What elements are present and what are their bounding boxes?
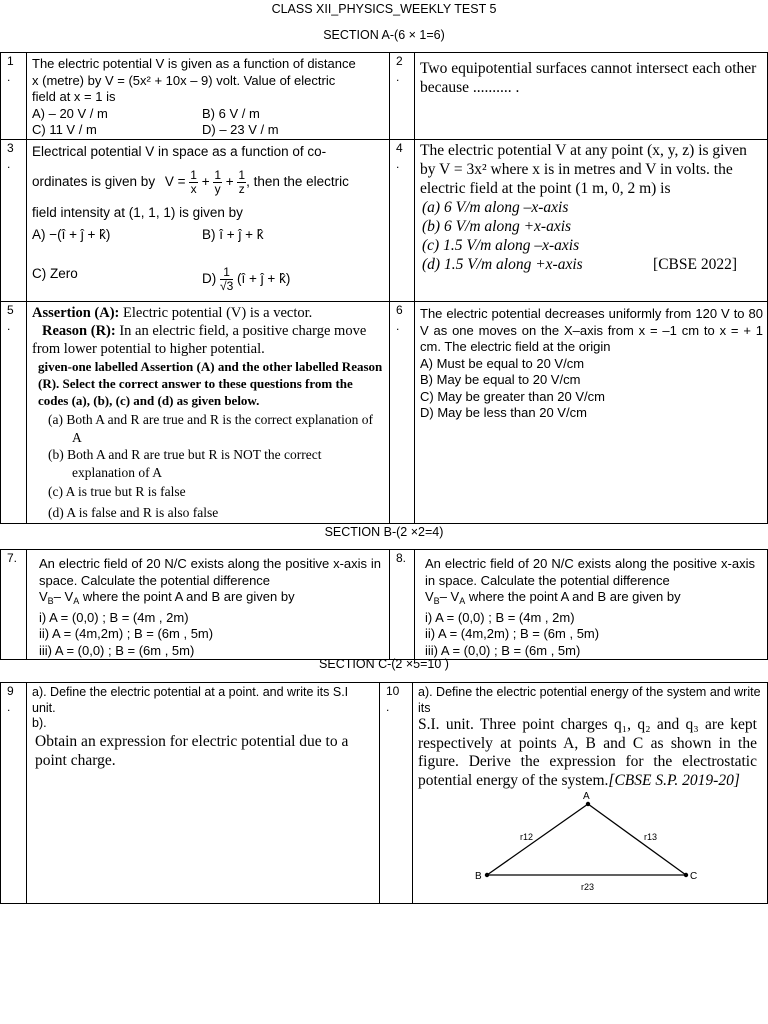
q9-part-a: a). Define the electric potential at a point. and write its S.I unit.	[32, 685, 349, 715]
q8-part-i: i) A = (0,0) ; B = (4m , 2m)	[425, 609, 575, 625]
q3-text: Electrical potential V in space as a function of co-	[32, 144, 327, 159]
question-row	[1, 53, 768, 140]
question-7	[27, 550, 390, 660]
side-ab	[487, 804, 588, 875]
question-number: 7.	[1, 550, 27, 660]
question-9	[27, 683, 380, 904]
exam-tag: [CBSE S.P. 2019-20]	[608, 771, 740, 789]
q1-text: x (metre) by V = (5x² + 10x – 9) volt. Value of electric	[32, 72, 336, 88]
fraction-1-x: $\frac{1}{x}$	[190, 167, 197, 196]
fraction-1-y: $\frac{1}{y}$	[214, 167, 222, 196]
option-d: D) May be less than 20 V/cm	[420, 405, 587, 420]
question-number: 6 .	[390, 302, 415, 524]
question-row	[1, 140, 768, 302]
q3-text: ordinates is given by	[32, 173, 156, 189]
q1-text: The electric potential V is given as a function of distance	[32, 56, 356, 71]
question-2	[415, 53, 768, 140]
question-row	[1, 683, 768, 904]
q3-text: field intensity at (1, 1, 1) is given by	[32, 204, 243, 220]
label-r13: r13	[644, 832, 658, 842]
option-c: C) 11 V / m	[32, 122, 97, 137]
question-3: Electrical potential V in space as a function of co- ordinates is given by V = $\frac{1}{x}$ + $\frac{1}{y}$ + $\frac{1}{z}$ , then the electric field intensity at (1, 1, 1) is given by A) −(î + ĵ + k̂) B) î + ĵ + k̂ C) Zero D) $\frac{1}{√3}$ (î + ĵ + k̂)	[27, 140, 390, 302]
section-a-heading: SECTION A-(6 × 1=6)	[323, 28, 445, 42]
q3-equation: V =	[164, 173, 186, 189]
question-10	[413, 683, 768, 904]
q9-part-b-text: Obtain an expression for electric potential due to a point charge.	[35, 732, 349, 769]
triangle-charge-diagram	[468, 792, 728, 892]
test-title: CLASS XII_PHYSICS_WEEKLY TEST 5	[271, 2, 497, 16]
q7-potential-difference: $V_B-$ $V_A$ where the point A and B are given by	[39, 589, 295, 606]
q1-text: field at x = 1 is	[32, 89, 116, 104]
option-a: A) – 20 V / m	[32, 105, 108, 121]
question-5	[27, 302, 390, 524]
option-d: D) – 23 V / m	[202, 122, 279, 137]
q6-text: The electric potential decreases uniformly from 120 V to 80 V as one moves on the X–axis from x = –1 cm to x = + 1 cm. The electric field at the origin	[420, 306, 763, 354]
section-c-heading: SECTION C-(2 ×5=10 )	[319, 657, 449, 671]
section-b-heading: SECTION B-(2 ×2=4)	[324, 525, 444, 539]
q7-text: An electric field of 20 N/C exists along the positive x-axis in space. Calculate the potential difference	[39, 556, 381, 588]
option-d: (d) A is false and R is also false	[48, 504, 219, 520]
option-b: B) î + ĵ + k̂	[202, 227, 264, 242]
point-c	[684, 873, 688, 877]
option-c: C) Zero	[32, 265, 78, 281]
option-d: (d) 1.5 V/m along +x-axis	[422, 256, 583, 273]
q8-potential-difference: $V_B-$ $V_A$ where the point A and B are given by	[425, 589, 681, 606]
option-b: (b) 6 V/m along +x-axis	[422, 218, 572, 235]
question-4	[415, 140, 768, 302]
question-number: 9 .	[1, 683, 27, 904]
label-b: B	[475, 871, 482, 882]
question-number: 3 .	[1, 140, 27, 302]
section-b-table	[0, 549, 768, 660]
option-a: (a) 6 V/m along –x-axis	[422, 199, 569, 216]
q3-text: , then the electric	[246, 173, 349, 189]
q10-text: S.I. unit. Three point charges q₁, q₂ and q₃ are kept respectively at points A, B and C as shown in the figure. Derive the expression for the electrostatic potential energy of the system.[CBSE S.P. 2019-20]	[418, 716, 757, 789]
label-r23: r23	[581, 882, 595, 892]
label-c: C	[690, 871, 698, 882]
q8-text: An electric field of 20 N/C exists along the positive x-axis in space. Calculate the potential difference	[425, 556, 755, 588]
option-c: (c) 1.5 V/m along –x-axis	[422, 237, 580, 254]
option-b: (b) Both A and R are true but R is NOT the correct explanation of A	[48, 447, 322, 480]
section-a-table	[0, 52, 768, 524]
point-b	[485, 873, 489, 877]
question-number: 2 .	[390, 53, 415, 140]
question-row	[1, 302, 768, 524]
exam-tag: [CBSE 2022]	[653, 256, 737, 273]
q7-part-ii: ii) A = (4m,2m) ; B = (6m , 5m)	[39, 626, 214, 641]
label-r12: r12	[520, 832, 534, 842]
option-d: D) $\frac{1}{√3}$ (î + ĵ + k̂)	[202, 264, 291, 293]
option-c: (c) A is true but R is false	[48, 484, 186, 499]
label-a: A	[583, 792, 590, 802]
option-b: B) May be equal to 20 V/cm	[420, 372, 581, 387]
question-row	[1, 550, 768, 660]
q9-part-b: b).	[32, 716, 47, 730]
side-ac	[588, 804, 686, 875]
question-number: 5 .	[1, 302, 27, 524]
point-a	[586, 802, 590, 806]
q7-part-iii: iii) A = (0,0) ; B = (6m , 5m)	[39, 642, 195, 658]
q7-part-i: i) A = (0,0) ; B = (4m , 2m)	[39, 609, 189, 625]
option-a: (a) Both A and R are true and R is the correct explanation of A	[48, 412, 374, 445]
option-c: C) May be greater than 20 V/cm	[420, 388, 605, 404]
section-c-table	[0, 682, 768, 904]
reason: Reason (R): In an electric field, a positive charge move from lower potential to higher potential.	[32, 323, 367, 357]
fraction-1-z: $\frac{1}{z}$	[238, 167, 246, 196]
q4-text: The electric potential V at any point (x, y, z) is given by V = 3x² where x is in metres and V in volts. the electric field at the point (1 m, 0, 2 m) is	[420, 142, 747, 197]
option-a: A) −(î + ĵ + k̂)	[32, 227, 111, 242]
question-number: 1 .	[1, 53, 27, 140]
option-a: A) Must be equal to 20 V/cm	[420, 355, 585, 371]
question-number: 10 .	[380, 683, 413, 904]
q8-part-iii: iii) A = (0,0) ; B = (6m , 5m)	[425, 642, 581, 658]
q5-instruction: given-one labelled Assertion (A) and the other labelled Reason (R). Select the correct answer to these questions from the codes (a), (b), (c) and (d) as given below.	[38, 359, 383, 408]
q10-part-a: a). Define the electric potential energy of the system and write its	[418, 685, 761, 715]
question-6	[415, 302, 768, 524]
option-b: B) 6 V / m	[202, 105, 260, 121]
q2-text: Two equipotential surfaces cannot intersect each other because .......... .	[420, 60, 757, 96]
question-1	[27, 53, 390, 140]
q8-part-ii: ii) A = (4m,2m) ; B = (6m , 5m)	[425, 626, 600, 641]
question-number: 4 .	[390, 140, 415, 302]
assertion: Assertion (A): Electric potential (V) is a vector.	[32, 305, 313, 321]
question-8	[415, 550, 768, 660]
question-number: 8.	[390, 550, 415, 660]
